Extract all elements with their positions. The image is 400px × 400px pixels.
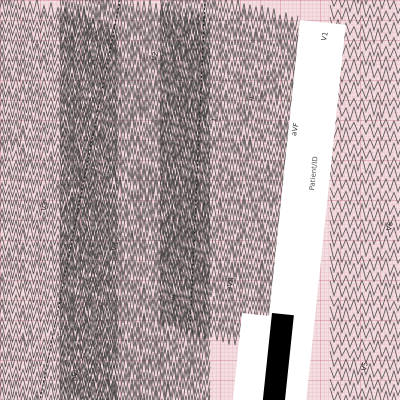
lead-label: V6 <box>385 220 395 232</box>
lead-label: V4 <box>110 240 120 252</box>
lead-label: aVF <box>290 122 301 137</box>
lead-label: V3 <box>40 200 50 212</box>
lead-label: I <box>210 117 219 122</box>
lead-label: III <box>170 293 180 302</box>
paper-note: Patient/ID <box>308 155 320 191</box>
lead-label: V2 <box>150 50 160 62</box>
lead-label: II <box>248 95 257 102</box>
lead-label: V1 <box>320 30 330 42</box>
lead-label: V5 <box>360 360 370 372</box>
lead-label: aVR <box>225 276 236 292</box>
lead-label: aVL <box>70 367 81 382</box>
